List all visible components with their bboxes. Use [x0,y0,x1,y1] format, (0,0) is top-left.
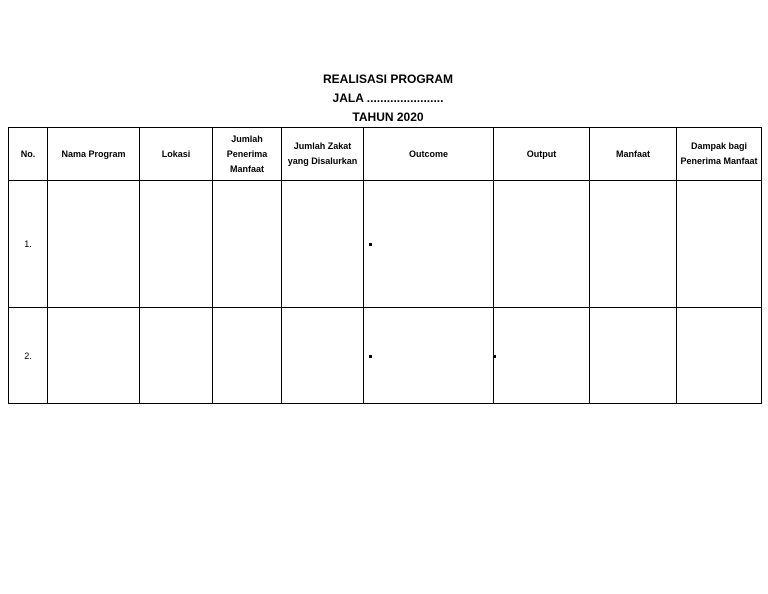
cell-jumlah-zakat [282,308,364,404]
cell-outcome [364,308,494,404]
row-number: 2. [9,308,48,404]
header-outcome: Outcome [364,128,494,181]
cell-lokasi [140,308,213,404]
title-line-1: REALISASI PROGRAM [322,72,453,86]
cell-lokasi [140,181,213,308]
cell-output [494,308,590,404]
cell-dampak [677,308,762,404]
header-lokasi: Lokasi [140,128,213,181]
header-dampak: Dampak bagi Penerima Manfaat [677,128,762,181]
cell-outcome [364,181,494,308]
header-no: No. [9,128,48,181]
row-number: 1. [9,181,48,308]
title-line-3: TAHUN 2020 [352,110,424,124]
report-table [8,127,762,404]
bullet-icon [369,243,372,246]
header-manfaat: Manfaat [590,128,677,181]
cell-manfaat [590,308,677,404]
report-title [0,70,768,127]
header-jumlah-penerima-manfaat: Jumlah Penerima Manfaat [213,128,282,181]
bullet-icon [369,355,372,358]
cell-output [494,181,590,308]
cell-jumlah-penerima [213,308,282,404]
header-output: Output [494,128,590,181]
cell-jumlah-zakat [282,181,364,308]
bullet-icon [493,355,496,358]
cell-nama-program [48,181,140,308]
header-nama-program: Nama Program [48,128,140,181]
header-jumlah-zakat: Jumlah Zakat yang Disalurkan [282,128,364,181]
cell-nama-program [48,308,140,404]
cell-jumlah-penerima [213,181,282,308]
table-row [9,181,762,308]
cell-manfaat [590,181,677,308]
header-row [9,128,762,181]
title-line-2: JALA ....................... [332,91,444,105]
cell-dampak [677,181,762,308]
table-row [9,308,762,404]
